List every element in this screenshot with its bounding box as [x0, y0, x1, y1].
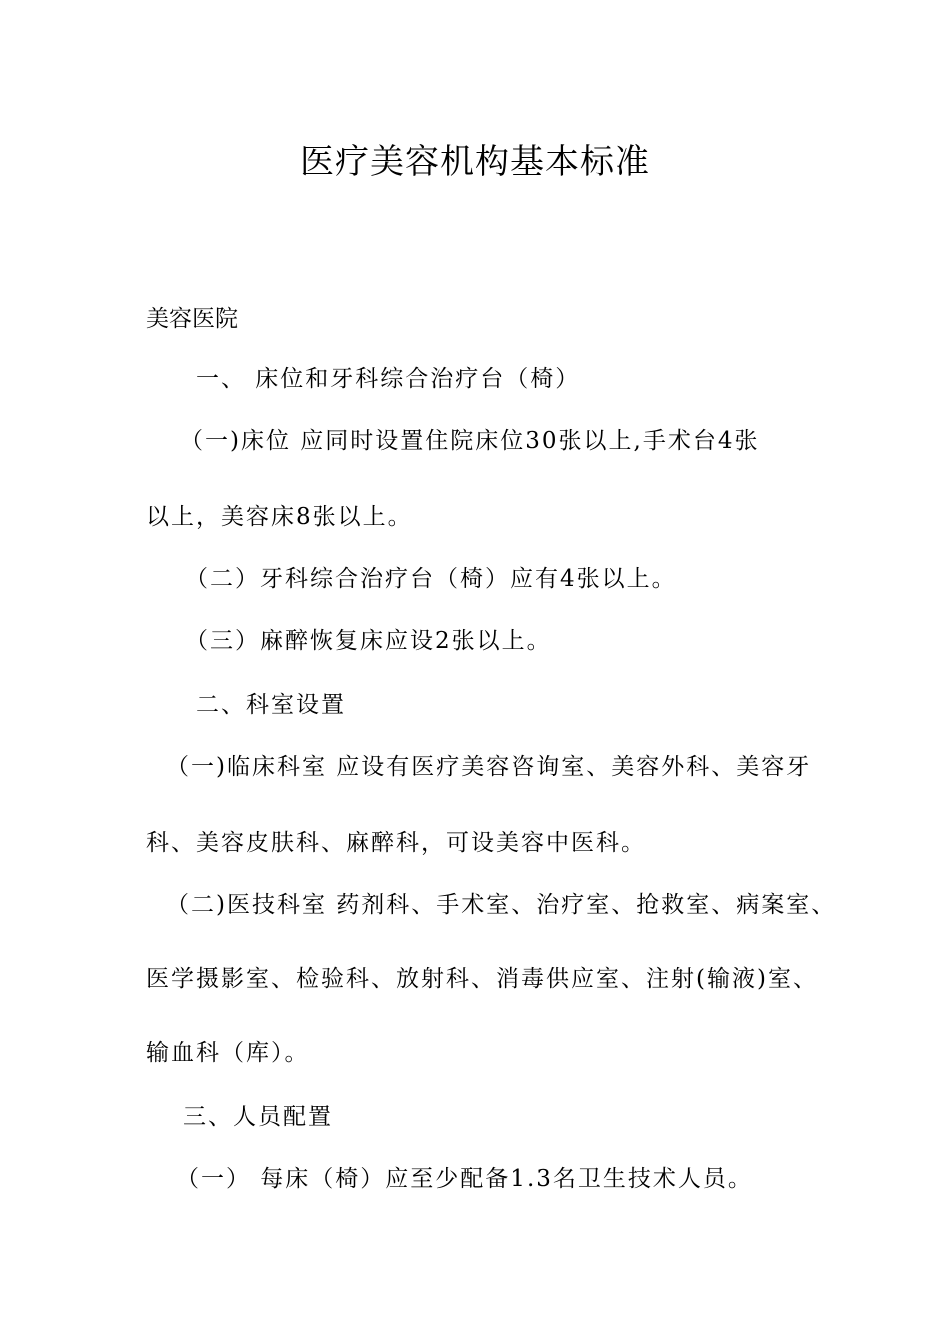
heading-departments: 二、科室设置: [196, 692, 346, 718]
heading-beds: 一、 床位和牙科综合治疗台（椅）: [196, 366, 581, 392]
document-title: 医疗美容机构基本标准: [300, 142, 650, 182]
paragraph-beds-2: （二）牙科综合治疗台（椅）应有4张以上。: [185, 566, 677, 592]
paragraph-medtech-departments-cont: 医学摄影室、检验科、放射科、消毒供应室、注射(输液)室、: [146, 966, 818, 992]
section-title: 美容医院: [146, 306, 238, 332]
paragraph-beds-1-cont: 以上，美容床8张以上。: [146, 504, 413, 530]
paragraph-medtech-departments-end: 输血科（库）。: [146, 1040, 310, 1066]
paragraph-clinical-departments-cont: 科、美容皮肤科、麻醉科，可设美容中医科。: [146, 830, 646, 856]
paragraph-beds-3: （三）麻醉恢复床应设2张以上。: [185, 628, 552, 654]
heading-staffing: 三、人员配置: [183, 1104, 333, 1130]
paragraph-staffing-1: （一） 每床（椅）应至少配备1.3名卫生技术人员。: [176, 1166, 753, 1192]
paragraph-beds-1: （一)床位 应同时设置住院床位30张以上,手术台4张: [180, 428, 760, 454]
paragraph-medtech-departments: （二)医技科室 药剂科、手术室、治疗室、抢救室、病案室、: [166, 892, 837, 918]
paragraph-clinical-departments: （一)临床科室 应设有医疗美容咨询室、美容外科、美容牙: [166, 754, 812, 780]
